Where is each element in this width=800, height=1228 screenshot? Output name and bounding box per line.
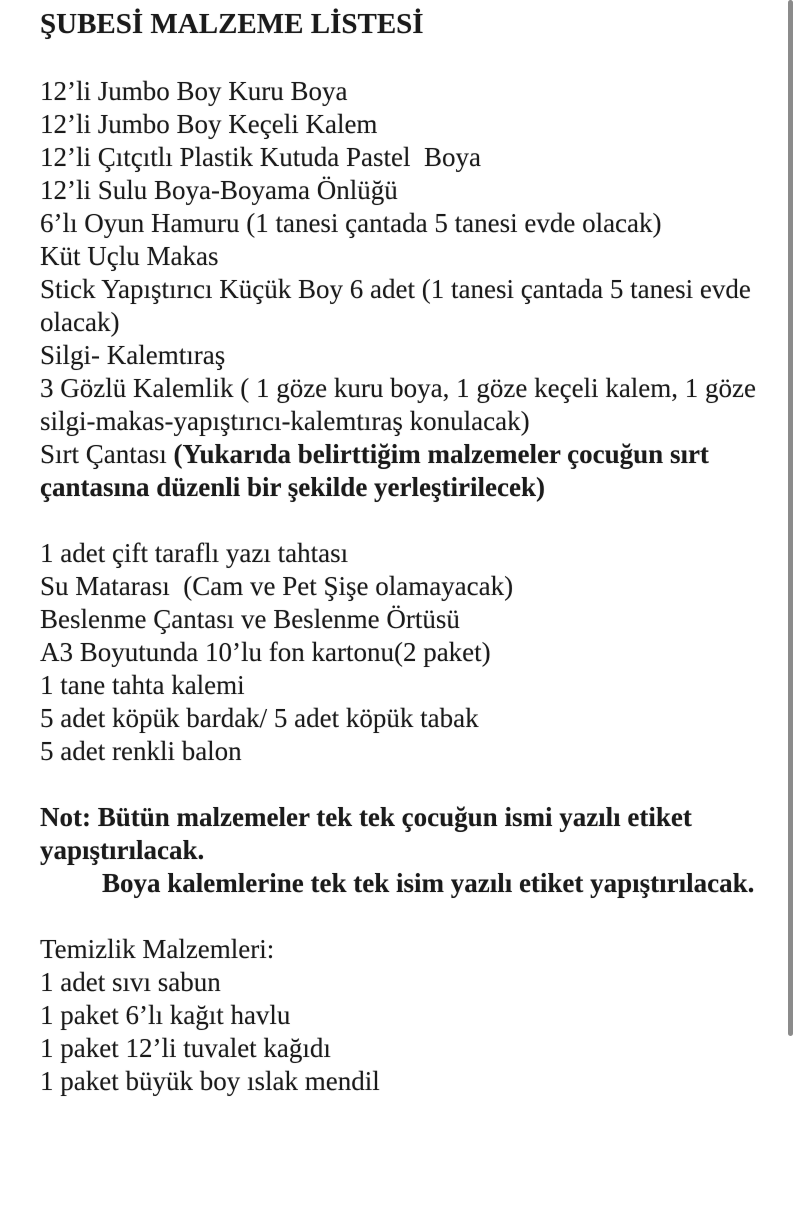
list-item: 1 adet sıvı sabun [40, 967, 221, 997]
list-item: 5 adet köpük bardak/ 5 adet köpük tabak [40, 703, 479, 733]
list-item: 12’li Çıtçıtlı Plastik Kutuda Pastel Boya [40, 142, 481, 172]
list-item: 6’lı Oyun Hamuru (1 tanesi çantada 5 tanesi evde olacak) [40, 208, 662, 238]
list-item: 5 adet renkli balon [40, 736, 242, 766]
supplies-list [40, 75, 762, 504]
list-item: A3 Boyutunda 10’lu fon kartonu(2 paket) [40, 637, 491, 667]
list-item: 1 paket büyük boy ıslak mendil [40, 1066, 380, 1096]
cleaning-heading: Temizlik Malzemleri: [40, 934, 275, 964]
materials-list-document [40, 6, 762, 1098]
backpack-note-regular: Sırt Çantası [40, 439, 174, 469]
list-item: 12’li Jumbo Boy Keçeli Kalem [40, 109, 378, 139]
note-line: Boya kalemlerine tek tek isim yazılı etiket yapıştırılacak. [102, 868, 755, 898]
extras-list [40, 537, 762, 768]
list-item: Silgi- Kalemtıraş [40, 340, 226, 370]
document-title: ŞUBESİ MALZEME LİSTESİ [40, 8, 424, 40]
backpack-note-bold: (Yukarıda belirttiğim malzemeler çocuğun sırt çantasına düzenli bir şekilde yerleştirilecek) [40, 439, 716, 502]
list-item: Küt Uçlu Makas [40, 241, 219, 271]
scrollbar-thumb[interactable] [788, 0, 793, 1036]
list-item: 12’li Jumbo Boy Kuru Boya [40, 76, 348, 106]
cleaning-list [40, 933, 762, 1098]
list-item: 1 tane tahta kalemi [40, 670, 245, 700]
list-item: Stick Yapıştırıcı Küçük Boy 6 adet (1 tanesi çantada 5 tanesi evde olacak) [40, 274, 758, 337]
list-item: 1 paket 6’lı kağıt havlu [40, 1000, 291, 1030]
list-item: Beslenme Çantası ve Beslenme Örtüsü [40, 604, 460, 634]
list-item: 1 adet çift taraflı yazı tahtası [40, 538, 349, 568]
list-item: 12’li Sulu Boya-Boyama Önlüğü [40, 175, 398, 205]
list-item: 1 paket 12’li tuvalet kağıdı [40, 1033, 331, 1063]
backpack-note [40, 438, 762, 504]
note-line: Not: Bütün malzemeler tek tek çocuğun ismi yazılı etiket yapıştırılacak. [40, 802, 699, 865]
note-block [40, 801, 762, 900]
list-item: Su Matarası (Cam ve Pet Şişe olamayacak) [40, 571, 514, 601]
list-item: 3 Gözlü Kalemlik ( 1 göze kuru boya, 1 göze keçeli kalem, 1 göze silgi-makas-yapıştırıcı-kalemtıraş konulacak) [40, 373, 763, 436]
